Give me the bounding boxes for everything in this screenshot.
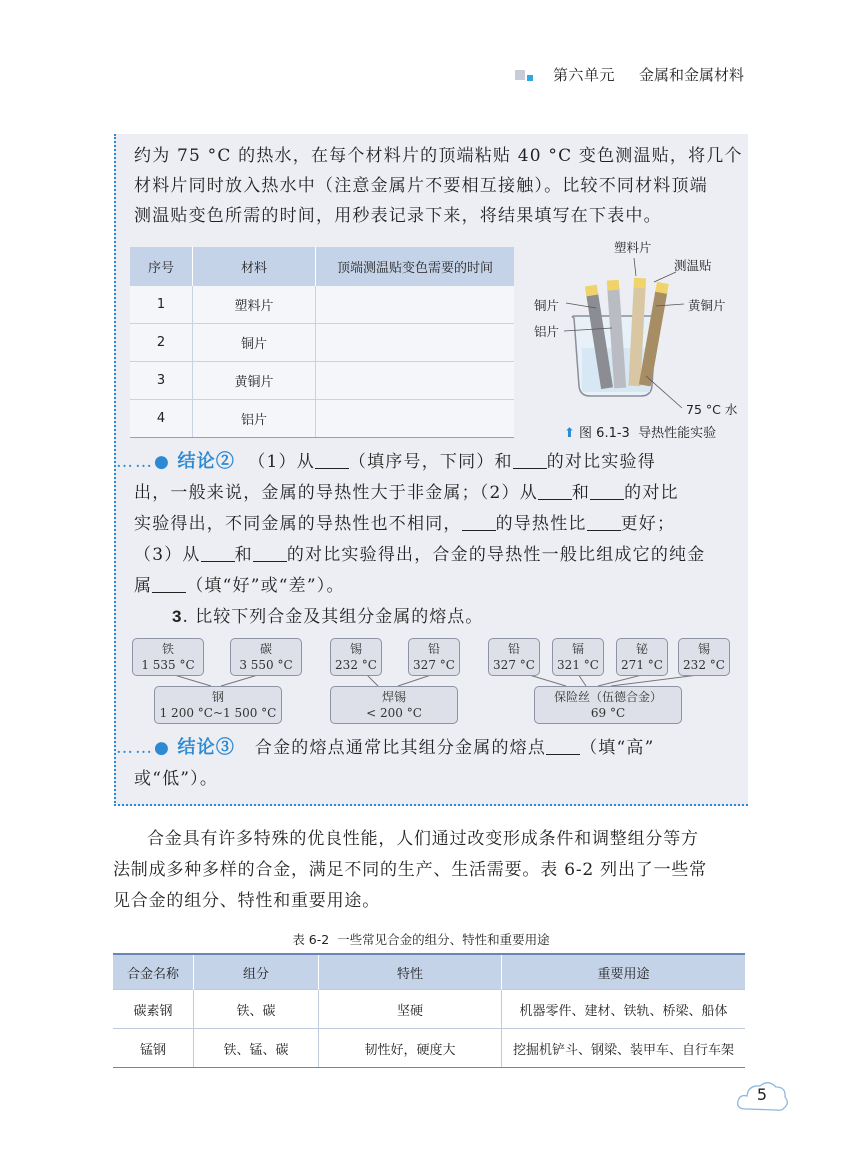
conclusion-tag: 结论③ <box>177 737 236 757</box>
label-sticker: 测温贴 <box>674 258 712 273</box>
metal-mp: 327 °C <box>413 658 455 672</box>
body-paragraph <box>113 824 743 917</box>
cell-material: 黄铜片 <box>193 362 316 400</box>
label-plastic: 塑料片 <box>614 240 652 255</box>
cell: 韧性好，硬度大 <box>319 1029 502 1068</box>
experiment-box <box>114 134 748 806</box>
metal-mp: 1 535 °C <box>141 658 195 672</box>
text: 的对比实验得 <box>546 452 656 472</box>
header-small-square-icon <box>527 75 533 81</box>
alloy-mp: < 200 °C <box>366 706 422 720</box>
conclusion-3 <box>116 732 748 795</box>
metal-mp: 3 550 °C <box>239 658 293 672</box>
table-number: 表 6-2 <box>292 932 330 947</box>
table-row <box>113 990 745 1029</box>
metal-box <box>488 638 540 676</box>
alloy-box <box>330 686 458 724</box>
header-square-icon <box>515 70 525 80</box>
intro-line: 测温贴变色所需的时间，用秒表记录下来，将结果填写在下表中。 <box>134 206 662 226</box>
text: 和 <box>234 545 253 565</box>
text: （3）从 <box>134 545 201 565</box>
metal-name: 锡 <box>697 642 710 656</box>
metal-name: 铁 <box>161 642 174 656</box>
metal-box <box>132 638 204 676</box>
metal-box <box>678 638 730 676</box>
cell: 坚硬 <box>319 990 502 1029</box>
conclusion-tag: 结论② <box>177 451 236 471</box>
text: 属 <box>134 576 153 596</box>
metal-name: 镉 <box>571 642 584 656</box>
table-row <box>113 1029 745 1068</box>
text: 的对比 <box>624 483 679 503</box>
col-header: 合金名称 <box>113 954 194 990</box>
text: （填“好”或“差”）。 <box>186 576 345 596</box>
chapter-header <box>515 64 744 85</box>
lead-dots: ……● <box>116 452 171 472</box>
text: 更好； <box>620 514 676 534</box>
col-header-time: 顶端测温贴变色需要的时间 <box>316 247 515 286</box>
metal-box <box>552 638 604 676</box>
col-header: 组分 <box>194 954 319 990</box>
metal-mp: 321 °C <box>557 658 599 672</box>
cell-no: 4 <box>130 400 193 438</box>
text: 出，一般来说，金属的导热性大于非金属；（2）从 <box>134 483 538 503</box>
metal-mp: 327 °C <box>493 658 535 672</box>
metal-name: 铅 <box>507 642 520 656</box>
cell-no: 1 <box>130 286 193 324</box>
alloy-table <box>113 953 745 1068</box>
col-header: 特性 <box>319 954 502 990</box>
page-number-badge <box>734 1075 790 1119</box>
question-number: 3 <box>172 607 183 626</box>
unit-subject: 金属和金属材料 <box>638 66 744 84</box>
cell: 铁、锰、碳 <box>194 1029 319 1068</box>
body-line: 合金具有许多特殊的优良性能，人们通过改变形成条件和调整组分等方 <box>147 829 699 849</box>
intro-line: 约为 75 °C 的热水，在每个材料片的顶端粘贴 40 °C 变色测温贴，将几个 <box>134 146 743 166</box>
text: 或“低”）。 <box>134 769 219 789</box>
col-header: 重要用途 <box>502 954 746 990</box>
up-arrow-icon: ⬆ <box>564 426 575 441</box>
cell-no: 3 <box>130 362 193 400</box>
table-caption <box>0 930 842 948</box>
alloy-box <box>154 686 282 724</box>
cell: 挖掘机铲斗、钢梁、装甲车、自行车架 <box>502 1029 746 1068</box>
text: 的导热性比 <box>495 514 587 534</box>
text: （填“高” <box>580 738 655 758</box>
metal-mp: 232 °C <box>335 658 377 672</box>
text: （填序号，下同）和 <box>348 452 513 472</box>
body-line: 法制成多种多样的合金，满足不同的生产、生活需要。表 6-2 列出了一些常 <box>113 860 707 880</box>
label-water: 75 °C 水 <box>686 402 738 417</box>
unit-title: 第六单元 <box>552 66 615 84</box>
text: 和 <box>571 483 591 503</box>
cell-material: 铝片 <box>193 400 316 438</box>
intro-line: 材料片同时放入热水中（注意金属片不要相互接触）。比较不同材料顶端 <box>134 176 708 196</box>
alloy-mp: 69 °C <box>590 706 626 720</box>
metal-name: 铅 <box>427 642 440 656</box>
label-copper: 铜片 <box>534 298 560 313</box>
text: （1）从 <box>248 452 315 472</box>
cell: 机器零件、建材、铁轨、桥梁、船体 <box>502 990 746 1029</box>
metal-box <box>408 638 460 676</box>
page-number: 5 <box>756 1085 768 1104</box>
metal-mp: 271 °C <box>621 658 663 672</box>
cell-no: 2 <box>130 324 193 362</box>
answer-blank[interactable] <box>546 736 580 755</box>
alloy-name: 焊锡 <box>381 690 406 704</box>
body-line: 见合金的组分、特性和重要用途。 <box>113 891 380 911</box>
label-aluminum: 铝片 <box>534 324 560 339</box>
alloy-mp: 1 200 °C~1 500 °C <box>159 706 277 720</box>
alloy-name: 钢 <box>211 690 224 704</box>
cell: 铁、碳 <box>194 990 319 1029</box>
cell-material: 塑料片 <box>193 286 316 324</box>
text: 合金的熔点通常比其组分金属的熔点 <box>254 738 547 758</box>
metal-name: 铋 <box>635 642 648 656</box>
lead-dots: ……● <box>116 738 171 758</box>
text: 实验得出，不同金属的导热性也不相同， <box>134 514 462 534</box>
metal-box <box>230 638 302 676</box>
label-brass: 黄铜片 <box>688 298 726 313</box>
alloy-name: 保险丝（伍德合金） <box>553 690 662 704</box>
metal-name: 锡 <box>349 642 362 656</box>
metal-name: 碳 <box>259 642 272 656</box>
question-text: . 比较下列合金及其组分金属的熔点。 <box>182 607 484 627</box>
alloy-box <box>534 686 682 724</box>
metal-box <box>330 638 382 676</box>
figure-number: 图 6.1-3 <box>579 426 630 441</box>
cell: 锰钢 <box>113 1029 194 1068</box>
cell-material: 铜片 <box>193 324 316 362</box>
metal-mp: 232 °C <box>683 658 725 672</box>
cell: 碳素钢 <box>113 990 194 1029</box>
table-title: 一些常见合金的组分、特性和重要用途 <box>337 932 550 947</box>
figure-title: 导热性能实验 <box>638 426 717 441</box>
col-header-material: 材料 <box>193 247 316 286</box>
metal-box <box>616 638 668 676</box>
col-header-no: 序号 <box>130 247 193 286</box>
text: 的对比实验得出，合金的导热性一般比组成它的纯金 <box>286 545 706 565</box>
